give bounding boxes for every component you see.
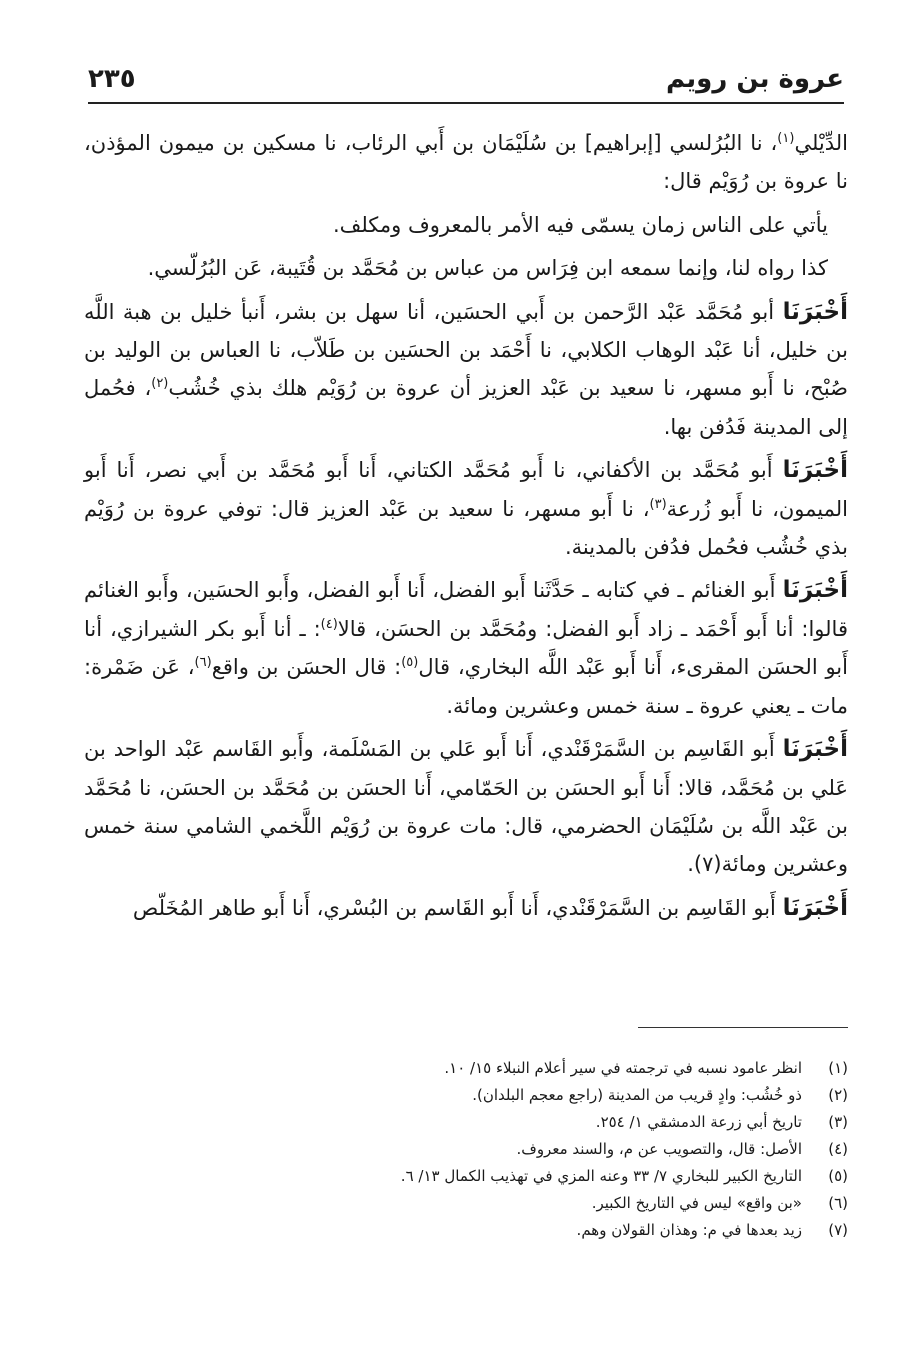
paragraph-text: ، عَن ضَمْرة: مات ـ يعني عروة ـ سنة خمس وعشرين ومائة. xyxy=(84,655,848,718)
akhbarana-keyword: أَخْبَرَنَا xyxy=(782,457,848,484)
footnote-item xyxy=(84,1163,848,1190)
paragraph-text: ، نا البُرُلسي [إبراهيم] بن سُلَيْمَان بن أَبي الرئاب، نا مسكين بن ميمون المؤذن، نا عروة بن رُوَيْم قال: xyxy=(84,131,848,194)
paragraph xyxy=(84,206,848,244)
footnote-number: (٥) xyxy=(828,1167,848,1185)
footnote-text: التاريخ الكبير للبخاري ٧/ ٣٣ وعنه المزي في تهذيب الكمال ١٣/ ٦. xyxy=(400,1167,802,1185)
footnote-number: (٣) xyxy=(828,1113,848,1131)
footnote-item xyxy=(84,1190,848,1217)
footnote-text: ذو خُشُب: وادٍ قريب من المدينة (راجع معجم البلدان). xyxy=(472,1086,802,1104)
footnote-text: «بن واقع» ليس في التاريخ الكبير. xyxy=(591,1194,802,1212)
footnote-item xyxy=(84,1217,848,1244)
paragraph-text: ، نا أَبو مسهر، نا سعيد بن عَبْد العزيز قال: توفي عروة بن رُوَيْم بذي خُشُب فحُمل فدُفن بالمدينة. xyxy=(84,496,848,560)
footnote-text: تاريخ أبي زرعة الدمشقي ١/ ٢٥٤. xyxy=(595,1113,802,1131)
page-number: ٢٣٥ xyxy=(88,64,136,94)
footnote-item xyxy=(84,1136,848,1163)
paragraph-text: : قال الحسَن بن واقع xyxy=(211,655,402,680)
footnote-reference: (٥) xyxy=(401,655,419,671)
paragraph xyxy=(84,249,848,287)
main-text xyxy=(84,124,848,932)
akhbarana-keyword: أَخْبَرَنَا xyxy=(782,298,848,325)
paragraph-text: أَبو مُحَمَّد بن الأكفاني، نا أَبو مُحَمَّد الكتاني، أَنا أَبو مُحَمَّد بن أَبي نصر، أَنا أَبو الميمون، نا أَبو زُرعة xyxy=(84,458,848,521)
akhbarana-keyword: أَخْبَرَنَا xyxy=(782,894,848,921)
footnote-number: (٧) xyxy=(828,1221,848,1239)
footnote-text: انظر عامود نسبه في ترجمته في سير أعلام النبلاء ١٥/ ١٠. xyxy=(444,1059,802,1077)
footnote-text: زيد بعدها في م: وهذان القولان وهم. xyxy=(576,1221,802,1239)
footnotes xyxy=(84,1055,848,1244)
paragraph-text: ، فحُمل إلى المدينة فَدُفن بها. xyxy=(84,376,848,439)
footnote-item xyxy=(84,1055,848,1082)
footnote-reference: (٣) xyxy=(649,496,667,512)
footnote-number: (٢) xyxy=(828,1086,848,1104)
paragraph-text: أَبو القَاسِم بن السَّمَرْقَنْدي، أَنا أَبو القَاسم بن البُسْري، أَنا أَبو طاهر المُخَلّص xyxy=(132,895,783,920)
footnote-number: (٤) xyxy=(828,1140,848,1158)
paragraph xyxy=(84,124,848,201)
akhbarana-keyword: أَخْبَرَنَا xyxy=(782,577,848,604)
akhbarana-keyword: أَخْبَرَنَا xyxy=(782,736,848,763)
footnote-reference: (٢) xyxy=(151,376,169,392)
paragraph xyxy=(84,730,848,884)
paragraph xyxy=(84,889,848,927)
paragraph xyxy=(84,293,848,447)
paragraph-text: يأتي على الناس زمان يسمّى فيه الأمر بالمعروف ومكلف. xyxy=(332,212,828,237)
paragraph-text: أَبو القَاسِم بن السَّمَرْقَنْدي، أَنا أَبو عَلي بن المَسْلَمة، وأَبو القَاسم عَبْد الواحد بن عَلي بن مُحَمَّد، قالا: أَنا أَبو الحسَن بن الحَمّامي، أَنا الحسَن بن مُحَمَّد بن الحسَن، نا مُحَمَّد بن عَبْد اللَّه بن سُلَيْمَان الحضرمي، قال: مات عروة بن رُوَيْم اللَّخمي الشامي سنة خمس وعشرين ومائة(٧). xyxy=(84,737,848,877)
paragraph-text: أبو مُحَمَّد عَبْد الرَّحمن بن أَبي الحسَين، أنا سهل بن بشر، أَنبأ خليل بن هبة اللَّه بن خليل، أنا عَبْد الوهاب الكلابي، نا أَحْمَد بن الحسَين بن طَلاّب، نا العباس بن الوليد بن صُبْح، نا أَبو مسهر، نا سعيد بن عَبْد العزيز أن عروة بن رُوَيْم هلك بذي خُشُب xyxy=(84,299,849,401)
paragraph-text: أَبو الغنائم ـ في كتابه ـ حَدَّثَنا أَبو الفضل، أَنا أَبو الفضل، وأَبو الحسَين، وأَبو الغنائم قالوا: أنا أَبو أَحْمَد ـ زاد أَبو الفضل: ومُحَمَّد بن الحسَن، قالا xyxy=(84,578,848,641)
paragraph xyxy=(84,571,848,725)
footnote-item xyxy=(84,1109,848,1136)
paragraph xyxy=(84,451,848,566)
footnote-number: (٦) xyxy=(828,1194,848,1212)
paragraph-text: كذا رواه لنا، وإنما سمعه ابن فِرَاس من عباس بن مُحَمَّد بن قُتَيبة، عَن البُرُلّسي. xyxy=(147,256,828,281)
footnote-separator xyxy=(638,1027,848,1028)
footnote-text: الأصل: قال، والتصويب عن م، والسند معروف. xyxy=(516,1140,802,1158)
footnote-number: (١) xyxy=(828,1059,848,1077)
footnote-reference: (٦) xyxy=(194,655,212,671)
paragraph-text: : ـ أنا أَبو بكر الشيرازي، أنا أَبو الحسَن المقرىء، أَنا أَبو عَبْد اللَّه البخاري، قال xyxy=(84,616,848,680)
footnote-reference: (٤) xyxy=(320,616,338,632)
running-title: عروة بن رويم xyxy=(666,64,844,94)
paragraph-text: الدِّيْلي xyxy=(794,131,848,155)
footnote-item xyxy=(84,1082,848,1109)
page-header xyxy=(88,62,844,104)
footnote-reference: (١) xyxy=(777,131,795,146)
